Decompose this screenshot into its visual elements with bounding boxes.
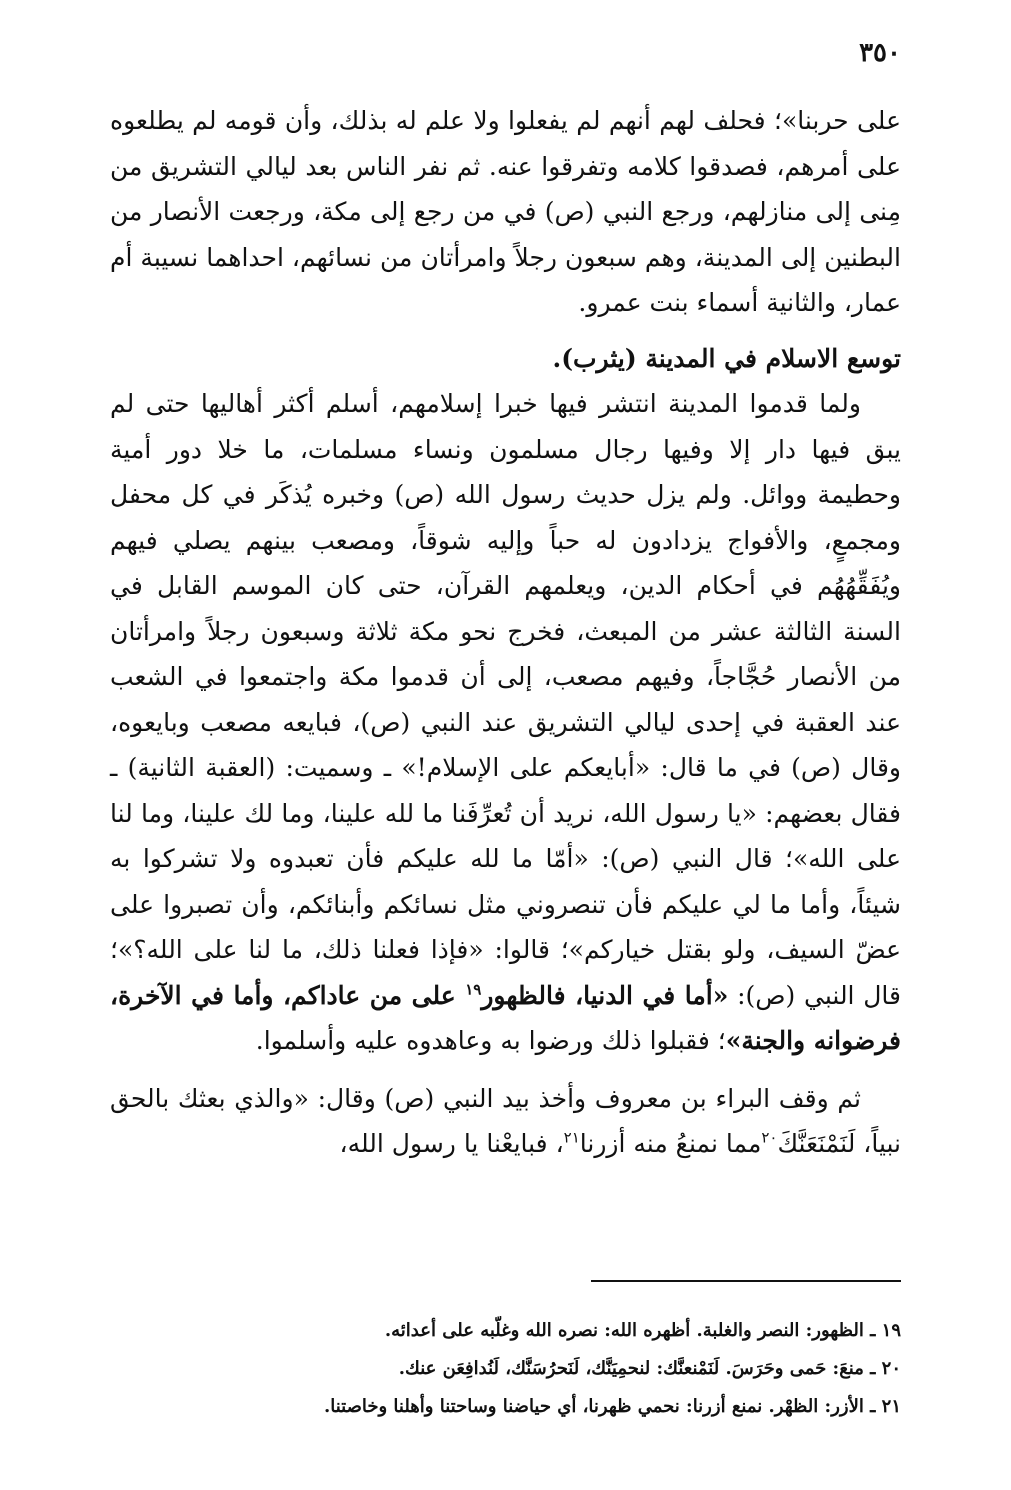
main-text	[110, 98, 901, 1167]
paragraph-1: على حربنا»؛ فحلف لهم أنهم لم يفعلوا ولا علم له بذلك، وأن قومه لم يطلعوه على أمرهم، فصدقوا كلامه وتفرقوا عنه. ثم نفر الناس بعد ليالي التشريق من مِنى إلى منازلهم، ورجع النبي (ص) في من رجع إلى مكة، ورجعت الأنصار من البطنين إلى المدينة، وهم سبعون رجلاً وامرأتان من نسائهم، احداهما نسيبة أم عمار، والثانية أسماء بنت عمرو.	[110, 106, 901, 317]
paragraph-2-bold-1: «أما في الدنيا، فالظهور	[481, 980, 729, 1010]
page-number: ٣٥٠	[859, 38, 901, 68]
footnote-ref-19: ١٩	[465, 980, 482, 999]
paragraph-2-end: ؛ فقبلوا ذلك ورضوا به وعاهدوه عليه وأسلموا.	[255, 1026, 726, 1055]
paragraph-3-part-c: ، فبايعْنا يا رسول الله،	[339, 1129, 564, 1158]
footnote-ref-21: ٢١	[563, 1128, 580, 1147]
paragraph-3-part-b: مما نمنعُ منه أزرنا	[579, 1129, 762, 1158]
footnote-ref-20: ٢٠	[761, 1128, 778, 1147]
footnote-divider	[591, 1280, 901, 1282]
paragraph-3	[110, 1076, 901, 1167]
paragraph-2	[110, 381, 901, 1064]
paragraph-2-bold-2: على من عاداكم، وأما في الآخرة، فرضوانه والجنة»	[110, 980, 901, 1055]
footnote-21: ٢١ ـ الأزر: الظهْر. نمنع أزرنا: نحمي ظهرنا، أي حياضنا وساحتنا وأهلنا وخاصتنا.	[323, 1396, 901, 1417]
footnote-20: ٢٠ ـ منعَ: حَمى وحَرَسَ. لَنَمْنعنَّك: لنحمِيَنَّك، لَنَحرُسَنَّك، لَنُدافِعَن عنك.	[398, 1358, 901, 1379]
footnote-19: ١٩ ـ الظهور: النصر والغلبة. أظهره الله: نصره الله وغلّبه على أعدائه.	[384, 1320, 901, 1341]
footnotes	[110, 1312, 901, 1426]
paragraph-3-part-a: ثم وقف البراء بن معروف وأخذ بيد النبي (ص) وقال: «والذي بعثك بالحق نبياً، لَنَمْنَعَنَّكَ	[110, 1083, 901, 1158]
paragraph-2-text: ولما قدموا المدينة انتشر فيها خبرا إسلامهم، أسلم أكثر أهاليها حتى لم يبق فيها دار إلا وفيها رجال مسلمون ونساء مسلمات، ما خلا دور أمية وحطيمة ووائل. ولم يزل حديث رسول الله (ص) وخبره يُذكَر في كل محفل ومجمعٍ، والأفواج يزدادون له حباً وإليه شوقاً، ومصعب بينهم يصلي فيهم ويُفَقِّهُهُم في أحكام الدين، ويعلمهم القرآن، حتى كان الموسم القابل في السنة الثالثة عشر من المبعث، فخرج نحو مكة ثلاثة وسبعون رجلاً وامرأتان من الأنصار حُجَّاجاً، وفيهم مصعب، إلى أن قدموا مكة واجتمعوا في الشعب عند العقبة في إحدى ليالي التشريق عند النبي (ص)، فبايعه مصعب وبايعوه، وقال (ص) في ما قال: «أبايعكم على الإسلام!» ـ وسميت: (العقبة الثانية) ـ فقال بعضهم: «يا رسول الله، نريد أن تُعرِّفَنا ما لله علينا، وما لك علينا، وما لنا على الله»؛ قال النبي (ص): «أمّا ما لله عليكم فأن تعبدوه ولا تشركوا به شيئاً، وأما ما لي عليكم فأن تنصروني مثل نسائكم وأبنائكم، وأن تصبروا على عضّ السيف، ولو بقتل خياركم»؛ قالوا: «فإذا فعلنا ذلك، ما لنا على الله؟»؛ قال النبي (ص):	[110, 389, 901, 1010]
section-heading: توسع الاسلام في المدينة (يثرب).	[552, 343, 901, 373]
